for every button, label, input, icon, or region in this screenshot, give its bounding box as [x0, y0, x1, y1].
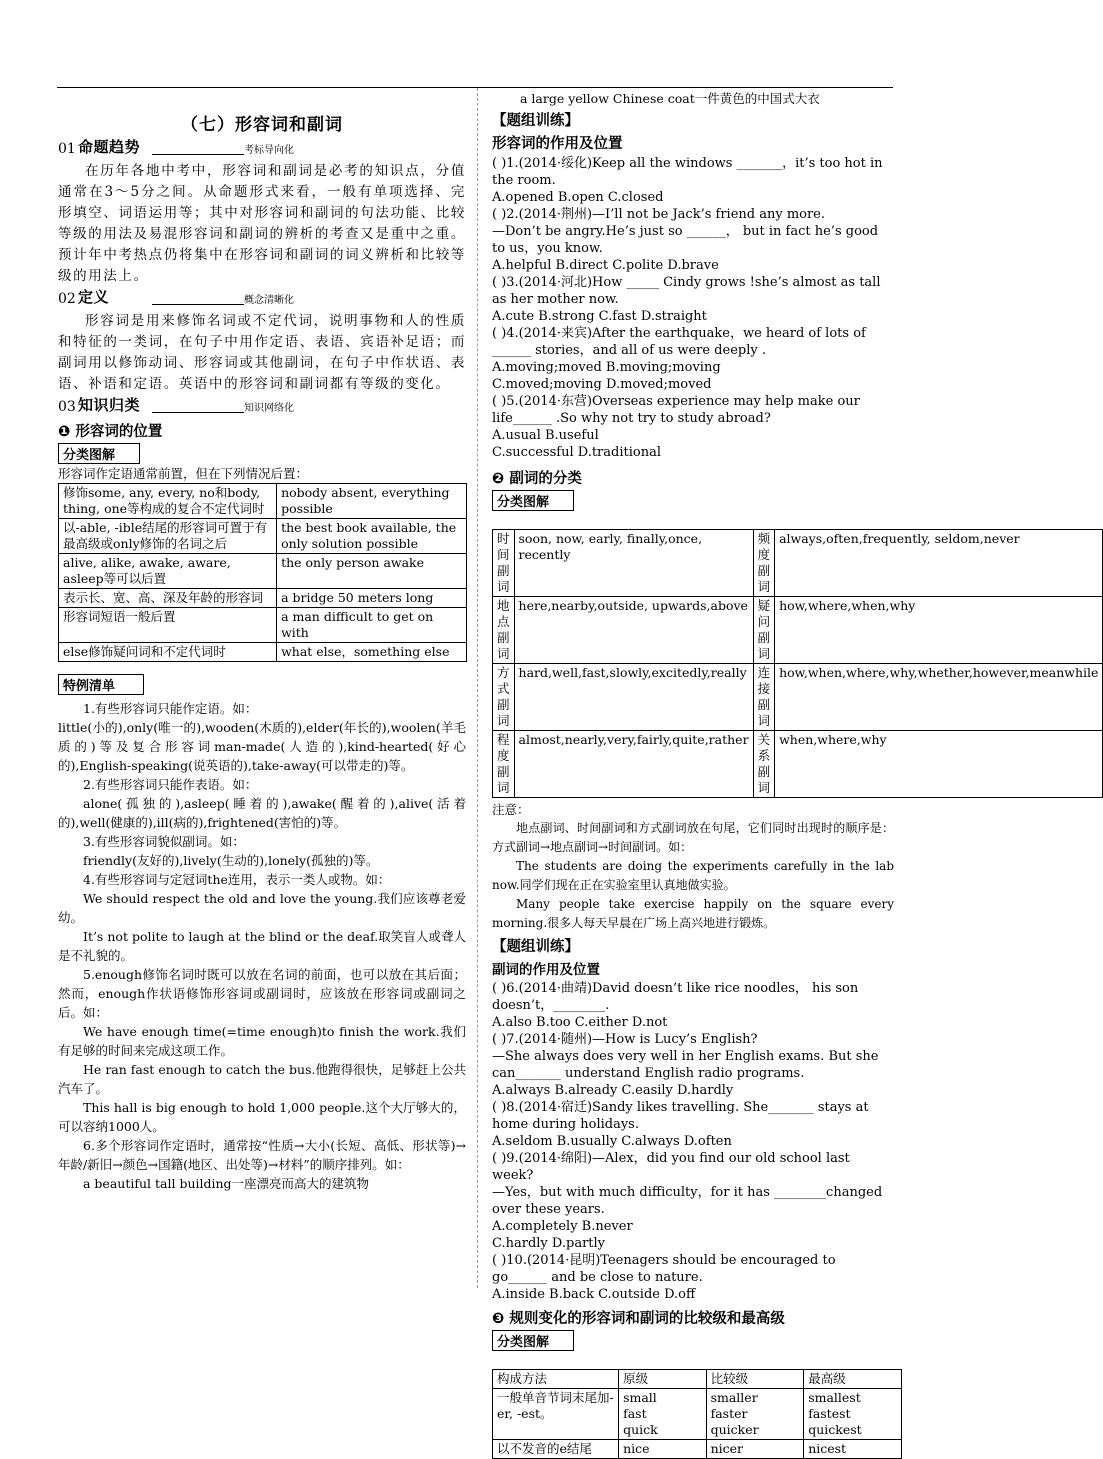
question-line: ( )6.(2014·曲靖)David doesn’t like rice noodles， his son doesn’t，________.: [492, 981, 859, 1013]
question-line: A.usual B.useful: [492, 428, 599, 443]
table-row: [59, 484, 467, 519]
example-coat: a large yellow Chinese coat一件黄色的中国式大衣: [520, 91, 820, 106]
section-rule: [152, 154, 244, 155]
table-cell: 疑问副词: [753, 597, 775, 664]
question-line: C.moved;moving D.moved;moved: [492, 377, 712, 392]
question-line: —Don’t be angry.He’s just so ______， but in fact he’s good to us，you know.: [492, 224, 879, 256]
heading-adverb-categories: ❷ 副词的分类: [492, 471, 582, 487]
table-cell: 关系副词: [753, 731, 775, 798]
table-cell: soon, now, early, finally,once, recently: [514, 530, 753, 597]
table-cell: small fast quick: [619, 1389, 707, 1440]
list-item: friendly(友好的),lively(生动的),lonely(孤独的)等。: [83, 853, 379, 868]
table-header-row: [493, 1370, 902, 1389]
question-line: A.completely B.never: [492, 1219, 633, 1234]
section-header-knowledge: [58, 397, 466, 415]
table-cell: almost,nearly,very,fairly,quite,rather: [514, 731, 753, 798]
table-cell: 修饰some, any, every, no和body, thing, one等构成的复合不定代词时: [59, 484, 277, 519]
question-line: ( )5.(2014·东营)Overseas experience may help make our life______ .So why not try to study abroad?: [492, 394, 860, 426]
table-row: [493, 530, 1103, 597]
heading-comparison: ❸ 规则变化的形容词和副词的比较级和最高级: [492, 1311, 785, 1327]
list-item: alone(孤独的),asleep(睡着的),awake(醒着的),alive(活着的),well(健康的),ill(病的),frightened(害怕的)等。: [58, 796, 466, 830]
section-number: 02: [58, 291, 76, 307]
list-item: We should respect the old and love the young.我们应该尊老爱幼。: [58, 891, 466, 925]
table-row: [493, 1440, 902, 1459]
list-item: a beautiful tall building一座漂亮而高大的建筑物: [83, 1176, 370, 1191]
table-row: [493, 731, 1103, 798]
left-column: [58, 90, 466, 1193]
top-rule: [57, 87, 893, 88]
table-header-cell: 最高级: [804, 1370, 902, 1389]
table-cell: 形容词短语一般后置: [59, 608, 277, 643]
table-cell: here,nearby,outside, upwards,above: [514, 597, 753, 664]
table1-intro: 形容词作定语通常前置，但在下列情况后置：: [58, 466, 309, 481]
table-cell: alive, alike, awake, aware, asleep等可以后置: [59, 554, 277, 589]
drill-label-1: 【题组训练】: [492, 113, 579, 129]
special-list-label: 特例清单: [58, 674, 144, 695]
comparison-table: [492, 1369, 902, 1459]
question-line: A.seldom B.usually C.always D.often: [492, 1134, 732, 1149]
note-block: [492, 819, 894, 933]
table-cell: always,often,frequently, seldom,never: [775, 530, 1103, 597]
table-row: [59, 519, 467, 554]
table-cell: 以不发音的e结尾: [493, 1440, 619, 1459]
table-cell: what else，something else: [277, 643, 467, 662]
table-cell: hard,well,fast,slowly,excitedly,really: [514, 664, 753, 731]
question-line: A.also B.too C.either D.not: [492, 1015, 668, 1030]
list-item: 5.enough修饰名词时既可以放在名词的前面，也可以放在其后面；然而，enough作状语修饰形容词或副词时，应该放在形容词或副词之后。如：: [58, 967, 466, 1020]
table-cell: how,where,when,why: [775, 597, 1103, 664]
table-row: [59, 589, 467, 608]
section-name: 定义: [78, 288, 110, 306]
special-list: [58, 699, 466, 1193]
section-rule: [152, 412, 244, 413]
table-cell: smallest fastest quickest: [804, 1389, 902, 1440]
section-subtitle: 考标导向化: [244, 145, 294, 156]
intro-paragraph: 在历年各地中考中，形容词和副词是必考的知识点，分值通常在3～5分之间。从命题形式来看，一般有单项选择、完形填空、词语运用等；其中对形容词和副词的句法功能、比较等级的用法及易混形容词和副词的辨析的考查又是重中之重。预计年中考热点仍将集中在形容词和副词的词义辨析和比较等级的用法上。: [58, 163, 466, 284]
question-line: ( )4.(2014·来宾)After the earthquake，we heard of lots of ______ stories，and all of us were deeply .: [492, 326, 866, 358]
note-paragraph: The students are doing the experiments carefully in the lab now.同学们现在正在实验室里认真地做实验。: [492, 859, 894, 892]
section-header-definition: [58, 289, 466, 307]
table-cell: 表示长、宽、高、深及年龄的形容词: [59, 589, 277, 608]
question-line: ( )2.(2014·荆州)—I’ll not be Jack’s friend any more.: [492, 207, 826, 222]
list-item: We have enough time(=time enough)to finish the work.我们有足够的时间来完成这项工作。: [58, 1024, 466, 1058]
table-row: [493, 1389, 902, 1440]
section-name: 命题趋势: [78, 138, 141, 156]
table-cell: 频度副词: [753, 530, 775, 597]
drill2-questions: [492, 980, 894, 1303]
table-cell: nice: [619, 1440, 707, 1459]
question-line: ( )9.(2014·绵阳)—Alex，did you find our old school last week?: [492, 1151, 850, 1183]
question-line: —She always does very well in her English exams. But she can_______ understand English radio programs.: [492, 1049, 879, 1081]
drill-label-2: 【题组训练】: [492, 939, 579, 955]
table-cell: nicest: [804, 1440, 902, 1459]
table-cell: 时间副词: [493, 530, 515, 597]
list-item: 2.有些形容词只能作表语。如：: [83, 777, 258, 792]
question-line: A.cute B.strong C.fast D.straight: [492, 309, 707, 324]
table-row: [59, 554, 467, 589]
question-line: —Yes，but with much difficulty，for it has ________changed over these years.: [492, 1185, 883, 1217]
table-row: [59, 608, 467, 643]
section-header-trend: [58, 139, 466, 157]
question-line: A.moving;moved B.moving;moving: [492, 360, 721, 375]
page-title: （七）形容词和副词: [181, 115, 343, 135]
table-cell: smaller faster quicker: [706, 1389, 804, 1440]
table-cell: nicer: [706, 1440, 804, 1459]
question-line: ( )1.(2014·绥化)Keep all the windows _______，it’s too hot in the room.: [492, 156, 883, 188]
table-row: [493, 664, 1103, 731]
question-line: A.inside B.back C.outside D.off: [492, 1287, 696, 1302]
question-line: ( )3.(2014·河北)How _____ Cindy grows !she’s almost as tall as her mother now.: [492, 275, 881, 307]
table-cell: nobody absent, everything possible: [277, 484, 467, 519]
question-line: ( )8.(2014·宿迁)Sandy likes travelling. She_______ stays at home during holidays.: [492, 1100, 869, 1132]
section-rule: [152, 304, 244, 305]
definition-paragraph: 形容词是用来修饰名词或不定代词，说明事物和人的性质和特征的一类词，在句子中用作定语、表语、宾语补足语；而副词用以修饰动词、形容词或其他副词，在句子中作状语、表语、补语和定语。英语中的形容词和副词都有等级的变化。: [58, 313, 466, 392]
question-line: ( )10.(2014·昆明)Teenagers should be encouraged to go______ and be close to nature.: [492, 1253, 836, 1285]
right-column: [492, 90, 1099, 1459]
question-line: A.always B.already C.easily D.hardly: [492, 1083, 734, 1098]
section-name: 知识归类: [78, 396, 141, 414]
list-item: little(小的),only(唯一的),wooden(木质的),elder(年长的),woolen(羊毛质的)等及复合形容词man-made(人造的),kind-hearted(好心的),English-speaking(说英语的),take-away(可以带走的)等。: [58, 720, 466, 773]
list-item: This hall is big enough to hold 1,000 people.这个大厅够大的，可以容纳1000人。: [58, 1100, 466, 1134]
category-diagram-label: 分类图解: [492, 1330, 574, 1351]
column-divider: [477, 88, 478, 1288]
table-cell: 方式副词: [493, 664, 515, 731]
section-subtitle: 知识网络化: [244, 403, 294, 414]
table-cell: 地点副词: [493, 597, 515, 664]
list-item: 3.有些形容词貌似副词。如：: [83, 834, 245, 849]
list-item: He ran fast enough to catch the bus.他跑得很快，足够赶上公共汽车了。: [58, 1062, 466, 1096]
category-diagram-label: 分类图解: [58, 443, 140, 464]
note-label: 注意：: [492, 802, 530, 817]
table-cell: the only person awake: [277, 554, 467, 589]
table-cell: a bridge 50 meters long: [277, 589, 467, 608]
section-number: 03: [58, 399, 76, 415]
note-paragraph: 地点副词、时间副词和方式副词放在句尾，它们同时出现时的顺序是：方式副词→地点副词→时间副词。如：: [492, 821, 894, 854]
question-line: A.helpful B.direct C.polite D.brave: [492, 258, 719, 273]
heading-adjective-position: ❶ 形容词的位置: [58, 424, 163, 440]
table-header-cell: 比较级: [706, 1370, 804, 1389]
table-cell: 程度副词: [493, 731, 515, 798]
note-paragraph: Many people take exercise happily on the square every morning.很多人每天早晨在广场上高兴地进行锻炼。: [492, 897, 894, 930]
adjective-position-table: [58, 483, 467, 662]
adverb-category-table: [492, 529, 1103, 798]
question-line: ( )7.(2014·随州)—How is Lucy’s English?: [492, 1032, 758, 1047]
list-item: 1.有些形容词只能作定语。如：: [83, 701, 258, 716]
table-row: [493, 597, 1103, 664]
table-cell: 一般单音节词末尾加-er, -est。: [493, 1389, 619, 1440]
drill1-questions: [492, 155, 894, 461]
list-item: 4.有些形容词与定冠词the连用，表示一类人或物。如：: [83, 872, 391, 887]
category-diagram-label: 分类图解: [492, 490, 574, 511]
table-header-cell: 构成方法: [493, 1370, 619, 1389]
question-line: A.opened B.open C.closed: [492, 190, 664, 205]
table-cell: 连接副词: [753, 664, 775, 731]
table-cell: how,when,where,why,whether,however,meanwhile: [775, 664, 1103, 731]
list-item: 6.多个形容词作定语时，通常按“性质→大小(长短、高低、形状等)→年龄/新旧→颜色→国籍(地区、出处等)→材料”的顺序排列。如：: [58, 1138, 466, 1172]
section-number: 01: [58, 141, 76, 157]
question-line: C.hardly D.partly: [492, 1236, 606, 1251]
table-cell: the best book available, the only solution possible: [277, 519, 467, 554]
drill1-title: 形容词的作用及位置: [492, 136, 623, 152]
drill2-title: 副词的作用及位置: [492, 962, 600, 978]
section-subtitle: 概念清晰化: [244, 295, 294, 306]
table-header-cell: 原级: [619, 1370, 707, 1389]
question-line: C.successful D.traditional: [492, 445, 661, 460]
table-cell: when,where,why: [775, 731, 1103, 798]
list-item: It’s not polite to laugh at the blind or the deaf.取笑盲人或聋人是不礼貌的。: [58, 929, 466, 963]
table-cell: else修饰疑问词和不定代词时: [59, 643, 277, 662]
table-cell: a man difficult to get on with: [277, 608, 467, 643]
table-row: [59, 643, 467, 662]
table-cell: 以-able, -ible结尾的形容词可置于有最高级或only修饰的名词之后: [59, 519, 277, 554]
